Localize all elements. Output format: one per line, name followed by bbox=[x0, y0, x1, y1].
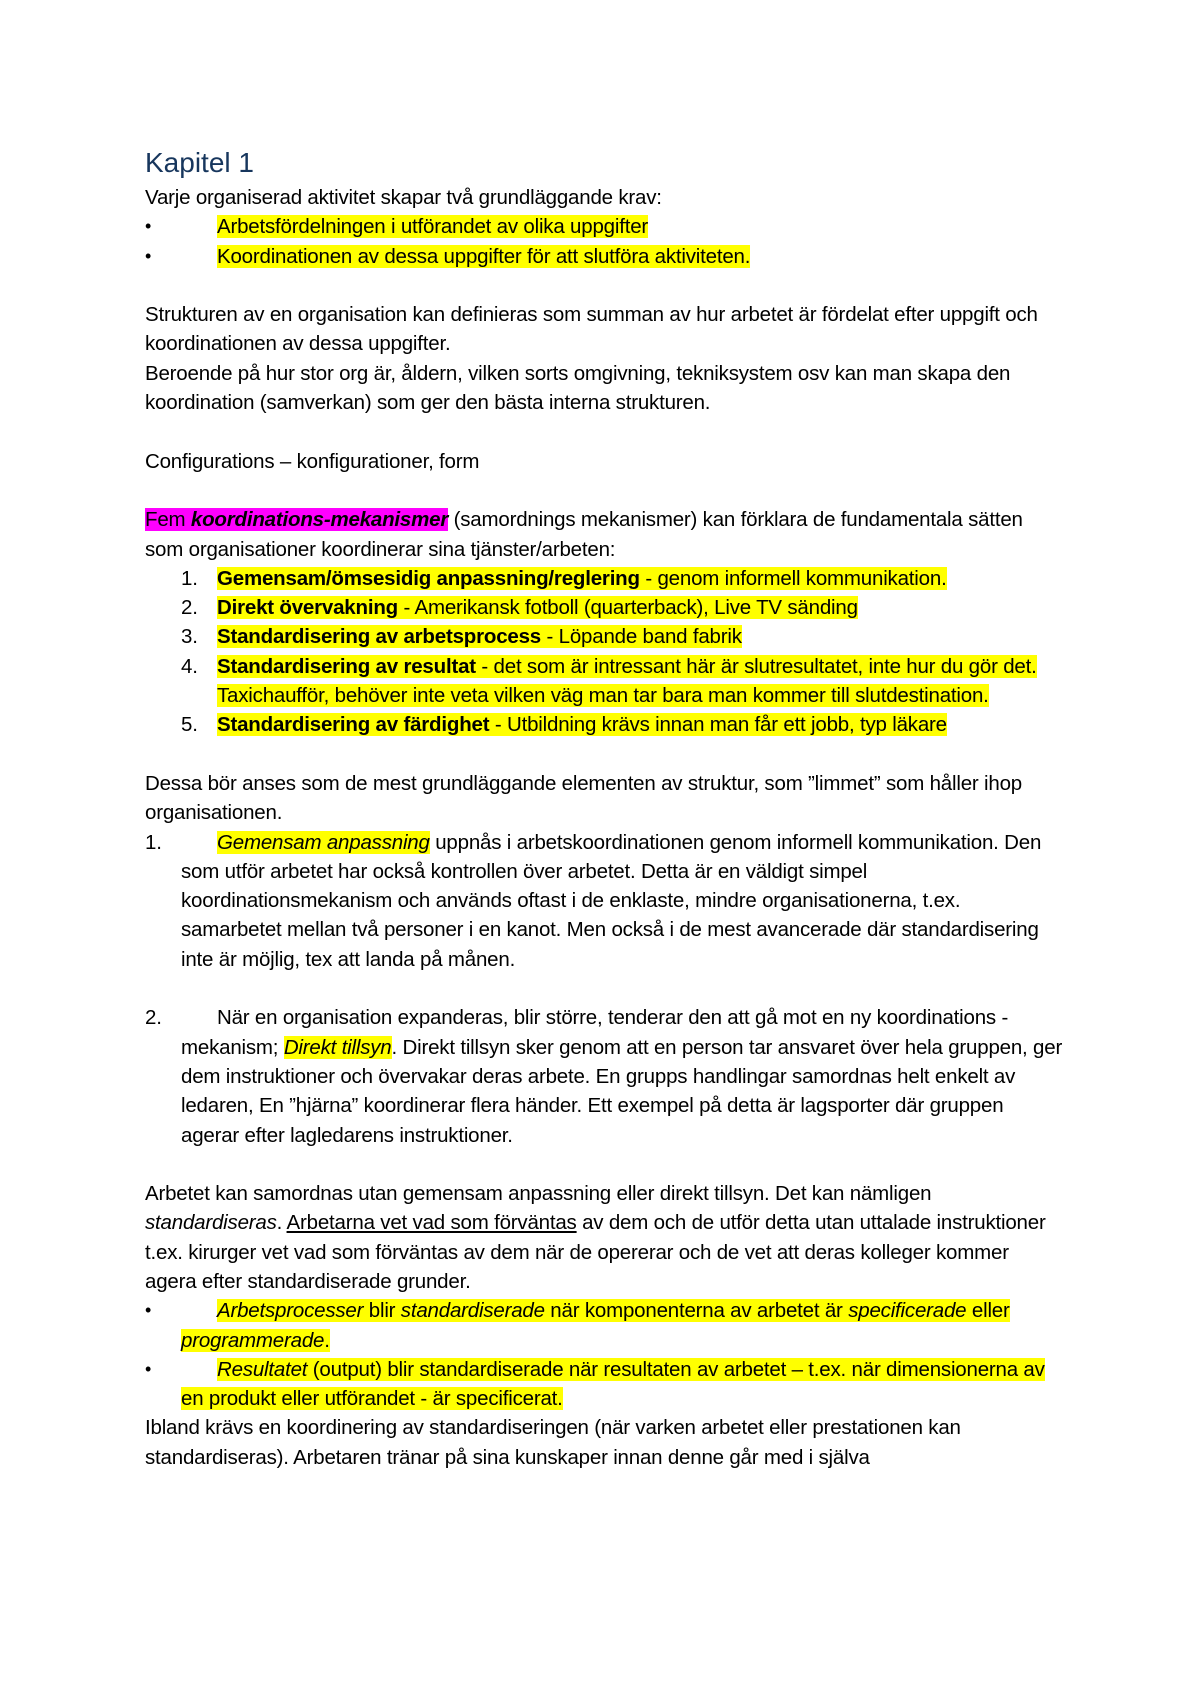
text-run: (output) blir standardiserade när resultaten av arbetet – t.ex. när dimensionerna av en produkt eller utförandet - är specificerat. bbox=[181, 1357, 1045, 1411]
text-run: Arbetet kan samordnas utan gemensam anpassning eller direkt tillsyn. Det kan nämligen bbox=[145, 1182, 932, 1206]
mechanism-desc: - Löpande band fabrik bbox=[541, 625, 742, 649]
bullet-icon: • bbox=[145, 1300, 152, 1321]
spacer bbox=[145, 417, 1065, 446]
standardization-paragraph bbox=[145, 1179, 1065, 1296]
emphasis-term: standardiserade bbox=[400, 1299, 545, 1323]
structure-paragraph: Strukturen av en organisation kan definieras som summan av hur arbetet är fördelat efter uppgift och koordinationen av dessa uppgifter. bbox=[145, 303, 1038, 356]
mechanism-desc: - genom informell kommunikation. bbox=[639, 566, 947, 590]
list-item bbox=[145, 593, 1065, 622]
spacer bbox=[145, 1150, 1065, 1179]
item-number: 5. bbox=[181, 713, 198, 737]
detail-text: uppnås i arbetskoordinationen genom informell kommunikation. Den som utför arbetet har också kontrollen över arbetet. Detta är en väldigt simpel koordinationsmekanism och används oftast i de enklaste, mindre organisationerna, t.ex. samarbetet mellan två personer i en kanot. Men också i de mest avancerade där standardisering inte är möjlig, tex att landa på månen. bbox=[181, 830, 1042, 971]
spacer bbox=[145, 476, 1065, 505]
five-mechanisms-paragraph bbox=[145, 505, 1065, 564]
mechanism-title: Standardisering av arbetsprocess bbox=[217, 625, 542, 649]
last-paragraph: Ibland krävs en koordinering av standardiseringen (när varken arbetet eller prestationen kan standardiseras). Arbetaren tränar på sina kunskaper innan denne går med i själva bbox=[145, 1416, 961, 1469]
mechanism-title: Gemensam/ömsesidig anpassning/reglering bbox=[217, 566, 640, 590]
emphasis-term: specificerade bbox=[848, 1299, 967, 1323]
detail-list-1 bbox=[145, 828, 1065, 974]
list-item bbox=[145, 710, 1065, 739]
list-item bbox=[145, 622, 1065, 651]
magenta-highlight bbox=[145, 508, 448, 531]
item-number: 1. bbox=[181, 566, 198, 590]
mechanisms-list bbox=[145, 564, 1065, 740]
detail-text: . Direkt tillsyn sker genom att en person tar ansvaret över hela gruppen, ger dem instruktioner och övervakar deras arbete. En grupps handlingar samordnas helt enkelt av ledaren, En ”hjärna” koordinerar flera händer. Ett exempel på detta är lagsporter där gruppen agerar efter lagledarens instruktioner. bbox=[181, 1035, 1063, 1147]
mechanism-desc: - Utbildning krävs innan man får ett jobb, typ läkare bbox=[489, 713, 947, 737]
underlined-text: Arbetarna vet vad som förväntas bbox=[286, 1211, 577, 1235]
glue-paragraph: Dessa bör anses som de mest grundläggande elementen av struktur, som ”limmet” som håller ihop organisationen. bbox=[145, 771, 1022, 825]
detail-text: När en organisation expanderas, blir större, tenderar den att gå mot en ny koordinations - mekanism; bbox=[181, 1006, 1009, 1059]
bullet-icon: • bbox=[145, 216, 152, 237]
emphasis-term: Gemensam anpassning bbox=[217, 830, 430, 854]
bullet-icon: • bbox=[145, 1358, 152, 1379]
emphasis-term: Direkt tillsyn bbox=[283, 1035, 392, 1059]
five-rest: (samordnings mekanismer) kan förklara de fundamentala sätten som organisationer koordinerar sina tjänster/arbeten: bbox=[145, 508, 1023, 561]
depending-paragraph: Beroende på hur stor org är, åldern, vilken sorts omgivning, tekniksystem osv kan man skapa den koordination (samverkan) som ger den bästa interna strukturen. bbox=[145, 361, 1011, 415]
five-word: Fem bbox=[145, 508, 186, 532]
item-number: 1. bbox=[145, 830, 162, 854]
item-number: 2. bbox=[145, 1006, 162, 1030]
item-number: 3. bbox=[181, 625, 198, 649]
emphasis-term: Arbetsprocesser bbox=[217, 1299, 364, 1323]
list-item bbox=[145, 1003, 1065, 1149]
text-run: blir bbox=[363, 1299, 401, 1323]
text-run: eller bbox=[966, 1299, 1010, 1323]
spacer bbox=[145, 974, 1065, 1003]
mechanism-title: Standardisering av färdighet bbox=[217, 713, 490, 737]
mechanism-desc: - det som är intressant här är slutresultatet, inte hur du gör det. Taxichaufför, behöver inte veta vilken väg man tar bara man kommer till slutdestination. bbox=[217, 654, 1037, 708]
emphasis-term: Resultatet bbox=[217, 1357, 308, 1381]
bullet-icon: • bbox=[145, 245, 152, 266]
spacer bbox=[145, 271, 1065, 300]
document-body bbox=[145, 145, 1065, 1472]
mechanism-title: Standardisering av resultat bbox=[217, 654, 476, 678]
requirements-list bbox=[145, 212, 1065, 271]
detail-list-2 bbox=[145, 1003, 1065, 1149]
item-number: 4. bbox=[181, 654, 198, 678]
text-run: när komponenterna av arbetet är bbox=[544, 1299, 849, 1323]
requirement-text: Koordinationen av dessa uppgifter för att slutföra aktiviteten. bbox=[217, 244, 751, 268]
intro-text: Varje organiserad aktivitet skapar två grundläggande krav: bbox=[145, 186, 662, 209]
mechanism-desc: - Amerikansk fotboll (quarterback), Live TV sänding bbox=[397, 596, 858, 620]
mechanism-title: Direkt övervakning bbox=[217, 596, 398, 620]
list-item bbox=[145, 564, 1065, 593]
configurations-line: Configurations – konfigurationer, form bbox=[145, 449, 480, 473]
list-item bbox=[145, 242, 1065, 271]
requirement-text: Arbetsfördelningen i utförandet av olika uppgifter bbox=[217, 215, 649, 239]
spacer bbox=[145, 740, 1065, 769]
text-run: av dem och de utför detta utan uttalade instruktioner t.ex. kirurger vet vad som förväntas av dem när de opererar och de vet att deras kolleger kommer agera efter standardiserade grunder. bbox=[145, 1211, 1046, 1293]
standardization-list bbox=[145, 1296, 1065, 1413]
emphasis-term: programmerade bbox=[181, 1328, 325, 1352]
emphasis-term: standardiseras bbox=[145, 1211, 277, 1235]
text-run: . bbox=[324, 1328, 330, 1352]
item-number: 2. bbox=[181, 596, 198, 620]
list-item bbox=[145, 828, 1065, 974]
list-item bbox=[145, 652, 1065, 711]
list-item bbox=[145, 1355, 1065, 1414]
text-run: . bbox=[276, 1211, 287, 1235]
list-item bbox=[145, 1296, 1065, 1355]
list-item bbox=[145, 212, 1065, 241]
chapter-heading: Kapitel 1 bbox=[145, 147, 254, 178]
mechanisms-term: koordinations-mekanismer bbox=[190, 508, 449, 532]
